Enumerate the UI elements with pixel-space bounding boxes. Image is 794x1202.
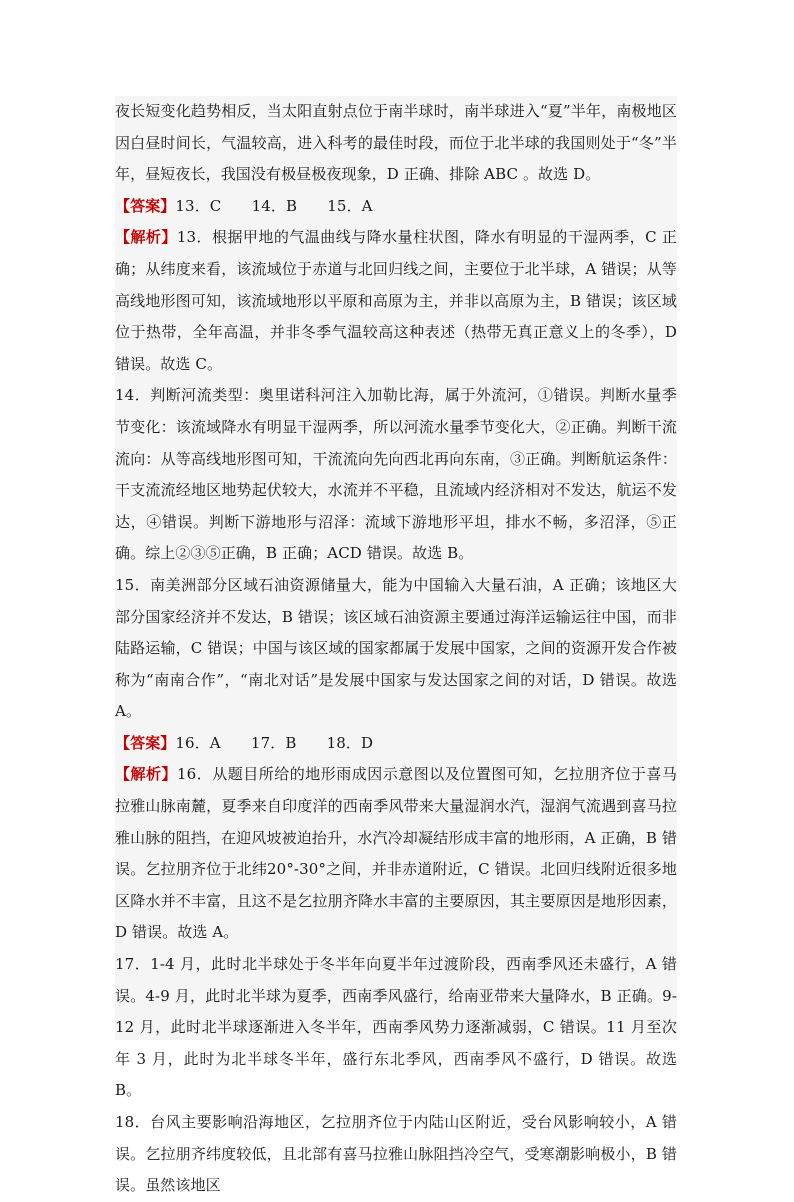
- analysis-paragraph-13: [115, 222, 677, 380]
- paragraph-continuation: [115, 96, 677, 191]
- analysis-text: 14．判断河流类型：奥里诺科河注入加勒比海，属于外流河，①错误。判断水量季节变化：该流域降水有明显干湿两季，所以河流水量季节变化大，②正确。判断干流流向：从等高线地形图可知，干流流向先向西北再向东南，③正确。判断航运条件：干支流流经地区地势起伏较大，水流并不平稳，且流域内经济相对不发达，航运不发达，④错误。判断下游地形与沼泽：流域下游地形平坦，排水不畅，多沼泽，⑤正确。综上②③⑤正确，B 正确；ACD 错误。故选 B。: [115, 386, 677, 563]
- paragraph-text: 夜长短变化趋势相反，当太阳直射点位于南半球时，南半球进入“夏”半年，南极地区因白昼时间长，气温较高，进入科考的最佳时段，而位于北半球的我国则处于“冬”半年，昼短夜长，我国没有极昼极夜现象，D 正确、排除 ABC 。故选 D。: [115, 102, 677, 184]
- analysis-text: 18．台风主要影响沿海地区，乞拉朋齐位于内陆山区附近，受台风影响较小，A 错误。乞拉朋齐纬度较低，且北部有喜马拉雅山脉阻挡冷空气，受寒潮影响极小，B 错误。虽然该地区: [115, 1113, 677, 1195]
- answer-tag: 【答案】: [115, 733, 176, 752]
- analysis-text: 13．根据甲地的气温曲线与降水量柱状图，降水有明显的干湿两季，C 正确；从纬度来看，该流域位于赤道与北回归线之间，主要位于北半球，A 错误；从等高线地形图可知，该流域地形以平原和高原为主，并非以高原为主，B 错误；该区域位于热带，全年高温，并非冬季气温较高这种表述（热带无真正意义上的冬季），D 错误。故选 C。: [115, 228, 677, 373]
- analysis-text: 17．1-4 月，此时北半球处于冬半年向夏半年过渡阶段，西南季风还未盛行，A 错误。4-9 月，此时北半球为夏季，西南季风盛行，给南亚带来大量降水，B 正确。9-12 月，此时北半球逐渐进入冬半年，西南季风势力逐渐减弱，C 错误。11 月至次年 3 月，此时为北半球冬半年，盛行东北季风，西南季风不盛行，D 错误。故选 B。: [115, 955, 677, 1100]
- analysis-paragraph-14: [115, 380, 677, 570]
- document-page: [115, 96, 678, 1195]
- answer-text: 16．A 17．B 18．D: [175, 733, 374, 752]
- analysis-paragraph-18: [115, 1107, 677, 1202]
- answer-tag: 【答案】: [115, 196, 176, 215]
- answer-paragraph: [115, 728, 677, 760]
- analysis-paragraph-16: [115, 759, 677, 949]
- analysis-paragraph-17: [115, 949, 677, 1107]
- answer-text: 13．C 14．B 15．A: [175, 196, 373, 215]
- analysis-text: 16．从题目所给的地形雨成因示意图以及位置图可知，乞拉朋齐位于喜马拉雅山脉南麓，夏季来自印度洋的西南季风带来大量湿润水汽，湿润气流遇到喜马拉雅山脉的阻挡，在迎风坡被迫抬升，水汽冷却凝结形成丰富的地形雨，A 正确，B 错误。乞拉朋齐位于北纬20°-30°之间，并非赤道附近，C 错误。北回归线附近很多地区降水并不丰富，且这不是乞拉朋齐降水丰富的主要原因，其主要原因是地形因素，D 错误。故选 A。: [115, 765, 678, 942]
- answer-paragraph: [115, 191, 677, 223]
- analysis-text: 15．南美洲部分区域石油资源储量大，能为中国输入大量石油，A 正确；该地区大部分国家经济并不发达，B 错误；该区域石油资源主要通过海洋运输运往中国，而非陆路运输，C 错误；中国与该区域的国家都属于发展中国家，之间的资源开发合作被称为“南南合作”，“南北对话”是发展中国家与发达国家之间的对话，D 错误。故选 A。: [115, 575, 677, 721]
- analysis-paragraph-15: [115, 570, 677, 728]
- analysis-tag: 【解析】: [115, 228, 177, 247]
- analysis-tag: 【解析】: [115, 765, 178, 784]
